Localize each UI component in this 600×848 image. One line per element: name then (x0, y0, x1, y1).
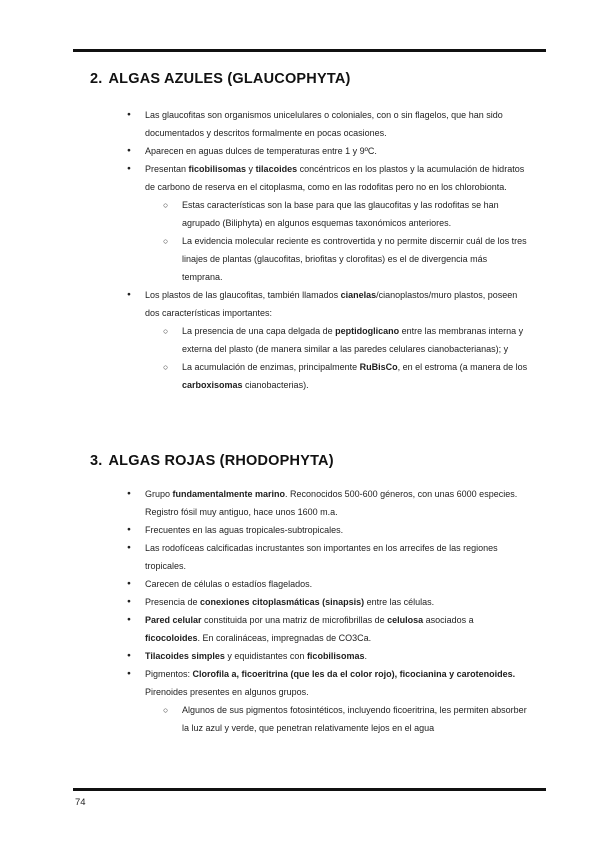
list-item: ● Los plastos de las glaucofitas, también llamados cianelas/cianoplastos/muro plastos, poseen dos características importantes: (0, 286, 525, 322)
list-item: ● Tilacoides simples y equidistantes con ficobilisomas. (0, 647, 525, 665)
list-item: ● Aparecen en aguas dulces de temperaturas entre 1 y 9ºC. (0, 142, 525, 160)
list-item: ● Pigmentos: Clorofila a, ficoeritrina (que les da el color rojo), ficocianina y carotenoides. Pirenoides presentes en algunos grupos. (0, 665, 525, 701)
section-3-heading (90, 453, 334, 469)
section-3-title: ALGAS ROJAS (RHODOPHYTA) (108, 453, 334, 469)
section-2-number: 2. (90, 71, 103, 87)
section-2-heading (90, 71, 351, 87)
sub-list-item: ○ Estas características son la base para que las glaucofitas y las rodofitas se han agrupado (Biliphyta) en algunos esquemas taxonómicos anteriores. (0, 196, 528, 232)
section-3-number: 3. (90, 453, 103, 469)
sub-list-item: ○ La evidencia molecular reciente es controvertida y no permite discernir cuál de los tres linajes de plantas (glaucofitas, briofitas y clorofitas) es el de divergencia más temprana. (0, 232, 528, 286)
header-rule (73, 49, 546, 52)
list-item: ● Frecuentes en las aguas tropicales-subtropicales. (0, 521, 525, 539)
sub-list-item: ○ La presencia de una capa delgada de peptidoglicano entre las membranas interna y externa del plasto (de manera similar a las paredes celulares cianobacterianas); y (0, 322, 528, 358)
section-3-list (0, 485, 600, 737)
list-item: ● Pared celular constituida por una matriz de microfibrillas de celulosa asociados a ficocoloides. En coralináceas, impregnadas de CO3Ca. (0, 611, 525, 647)
list-item: ● Grupo fundamentalmente marino. Reconocidos 500-600 géneros, con unas 6000 especies. Registro fósil muy antiguo, hace unos 1600 m.a. (0, 485, 525, 521)
section-2-title: ALGAS AZULES (GLAUCOPHYTA) (108, 71, 351, 87)
list-item: ● Las rodofíceas calcificadas incrustantes son importantes en los arrecifes de las regiones tropicales. (0, 539, 525, 575)
list-item: ● Presentan ficobilisomas y tilacoides concéntricos en los plastos y la acumulación de hidratos de carbono de reserva en el citoplasma, como en las rodofitas pero no en los chlorobionta. (0, 160, 525, 196)
sub-list-item: ○ La acumulación de enzimas, principalmente RuBisCo, en el estroma (a manera de los carboxisomas cianobacterias). (0, 358, 528, 394)
sub-list-item: ○ Algunos de sus pigmentos fotosintéticos, incluyendo ficoeritrina, les permiten absorber la luz azul y verde, que penetran relativamente lejos en el agua (0, 701, 528, 737)
list-item: ● Carecen de células o estadíos flagelados. (0, 575, 525, 593)
page-number: 74 (75, 797, 86, 808)
list-item: ● Presencia de conexiones citoplasmáticas (sinapsis) entre las células. (0, 593, 525, 611)
list-item: ● Las glaucofitas son organismos unicelulares o coloniales, con o sin flagelos, que han sido documentados y descritos formalmente en pocas ocasiones. (0, 106, 525, 142)
footer-rule (73, 788, 546, 791)
section-2-list (0, 106, 600, 394)
